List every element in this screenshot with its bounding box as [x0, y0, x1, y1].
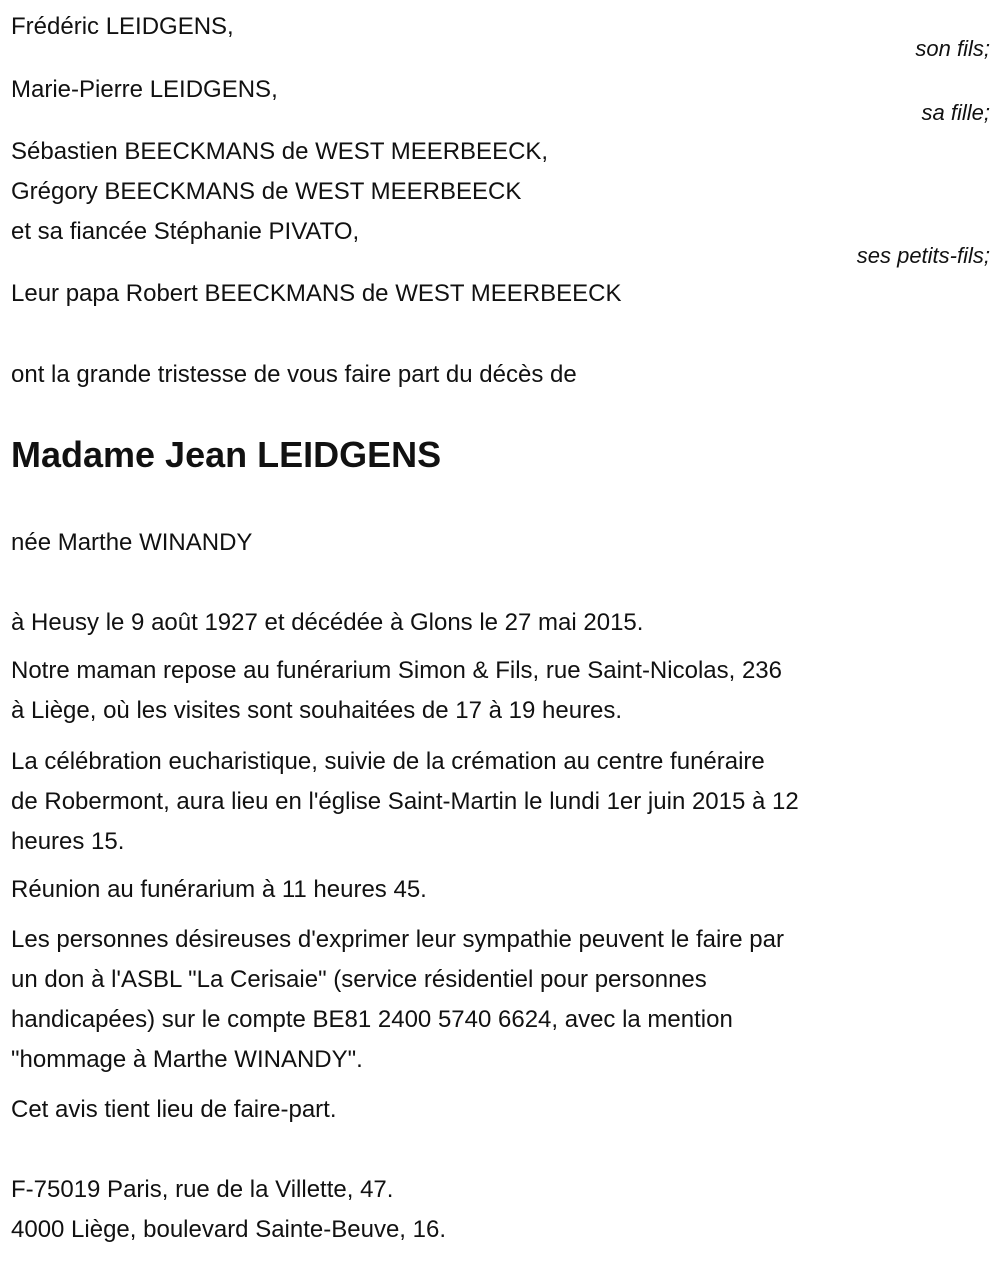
deceased-name: Madame Jean LEIDGENS — [11, 434, 442, 475]
family-member: Marie-Pierre LEIDGENS, — [11, 76, 278, 103]
text-line: Cet avis tient lieu de faire-part. — [11, 1096, 337, 1123]
text-line: à Heusy le 9 août 1927 et décédée à Glons le 27 mai 2015. — [11, 609, 644, 636]
text-line: Notre maman repose au funérarium Simon & Fils, rue Saint-Nicolas, 236 — [11, 657, 782, 684]
text-line: un don à l'ASBL "La Cerisaie" (service résidentiel pour personnes — [11, 966, 707, 993]
visitation-paragraph — [11, 651, 782, 731]
relation-label: ses petits-fils; — [856, 243, 990, 268]
donation-paragraph — [11, 920, 784, 1080]
text-line: de Robermont, aura lieu en l'église Saint-Martin le lundi 1er juin 2015 à 12 — [11, 788, 799, 815]
text-line: handicapées) sur le compte BE81 2400 5740 6624, avec la mention — [11, 1006, 733, 1033]
text-line: "hommage à Marthe WINANDY". — [11, 1046, 363, 1073]
birth-death-paragraph — [11, 603, 643, 643]
family-member: Leur papa Robert BEECKMANS de WEST MEERBEECK — [11, 280, 622, 307]
ceremony-paragraph — [11, 742, 799, 862]
meeting-paragraph — [11, 870, 427, 910]
family-member: Grégory BEECKMANS de WEST MEERBEECK — [11, 178, 522, 205]
address-line: F-75019 Paris, rue de la Villette, 47. — [11, 1176, 394, 1203]
birth-name: née Marthe WINANDY — [11, 529, 253, 556]
text-line: heures 15. — [11, 828, 125, 855]
family-member: et sa fiancée Stéphanie PIVATO, — [11, 218, 360, 245]
relation-label: sa fille; — [921, 100, 990, 125]
family-member: Frédéric LEIDGENS, — [11, 13, 234, 40]
text-line: Réunion au funérarium à 11 heures 45. — [11, 876, 427, 903]
address-line: 4000 Liège, boulevard Sainte-Beuve, 16. — [11, 1216, 446, 1243]
notice-paragraph — [11, 1090, 337, 1130]
text-line: La célébration eucharistique, suivie de la crémation au centre funéraire — [11, 748, 765, 775]
announcement-text: ont la grande tristesse de vous faire part du décès de — [11, 361, 577, 388]
family-member: Sébastien BEECKMANS de WEST MEERBEECK, — [11, 138, 549, 165]
text-line: à Liège, où les visites sont souhaitées de 17 à 19 heures. — [11, 697, 623, 724]
text-line: Les personnes désireuses d'exprimer leur sympathie peuvent le faire par — [11, 926, 784, 953]
relation-label: son fils; — [915, 36, 990, 61]
addresses — [11, 1170, 446, 1250]
